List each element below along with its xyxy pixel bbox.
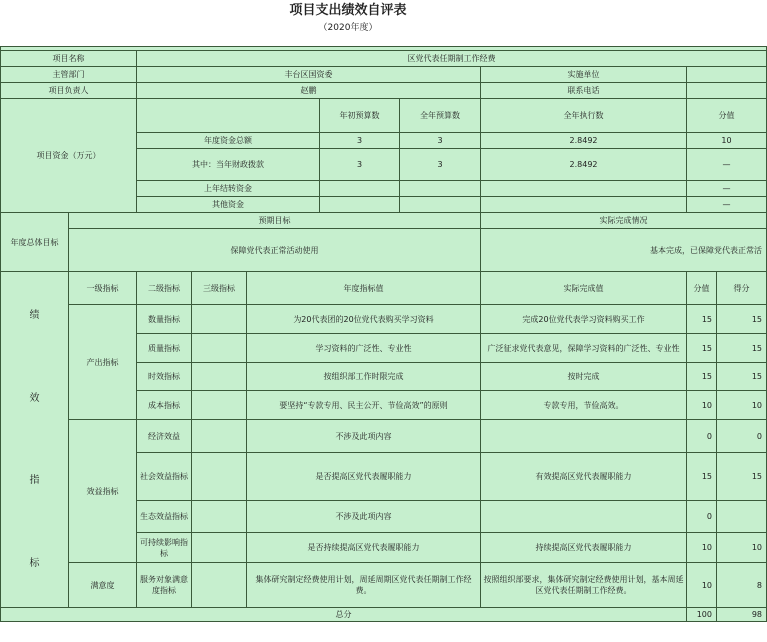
- level2: 成本指标: [137, 391, 192, 420]
- report-title: 项目支出绩效自评表: [289, 3, 407, 18]
- target: 是否持续提高区党代表履职能力: [247, 533, 481, 563]
- goal-actual-header: 实际完成情况: [481, 213, 767, 229]
- goal-header-row: [1, 213, 767, 229]
- level2: 时效指标: [137, 363, 192, 391]
- level2: 质量指标: [137, 334, 192, 363]
- target: 是否提高区党代表履职能力: [247, 453, 481, 501]
- score: 15: [687, 334, 717, 363]
- goal-expected: 保障党代表正常活动使用: [69, 229, 481, 272]
- score: 15: [687, 363, 717, 391]
- target: 集体研究制定经费使用计划，周延周期区党代表任期制工作经费。: [247, 563, 481, 608]
- total-score: 100: [687, 608, 717, 622]
- total-label: 总分: [1, 608, 687, 622]
- actual: [481, 501, 687, 533]
- got: 8: [717, 563, 767, 608]
- h-got: 得分: [717, 272, 767, 305]
- funds-header-row: [1, 99, 767, 133]
- dept-row: [1, 67, 767, 83]
- goal-actual: 基本完成，已保障党代表正常活: [481, 229, 767, 272]
- owner-label: 项目负责人: [1, 83, 137, 99]
- target: 要坚持“专款专用、民主公开、节俭高效”的原则: [247, 391, 481, 420]
- got: 15: [717, 363, 767, 391]
- funds-score: 10: [687, 133, 767, 149]
- funds-budget: 3: [320, 149, 400, 181]
- actual: 专款专用，节俭高效。: [481, 391, 687, 420]
- performance-table: [0, 46, 767, 622]
- target: 不涉及此项内容: [247, 420, 481, 453]
- goal-row: [1, 229, 767, 272]
- funds-exec: 2.8492: [481, 133, 687, 149]
- score: 0: [687, 501, 717, 533]
- funds-full-header: 全年预算数: [400, 99, 481, 133]
- got: 15: [717, 334, 767, 363]
- actual: 广泛征求党代表意见，保障学习资料的广泛性、专业性: [481, 334, 687, 363]
- owner-row: [1, 83, 767, 99]
- level2: 生态效益指标: [137, 501, 192, 533]
- funds-label: 项目资金（万元）: [1, 99, 137, 213]
- project-name-row: [1, 51, 767, 67]
- funds-row-label: 其他资金: [137, 197, 320, 213]
- funds-row-label: 年度资金总额: [137, 133, 320, 149]
- impl-label: 实施单位: [481, 67, 687, 83]
- funds-exec: 2.8492: [481, 149, 687, 181]
- actual: 按时完成: [481, 363, 687, 391]
- h-level3: 三级指标: [192, 272, 247, 305]
- h-target: 年度指标值: [247, 272, 481, 305]
- total-row: [1, 608, 767, 622]
- group-satisfaction: 满意度: [69, 563, 137, 608]
- impl-value: [687, 67, 767, 83]
- funds-exec: [481, 197, 687, 213]
- funds-budget: [320, 181, 400, 197]
- actual: 完成20位党代表学习资料购买工作: [481, 305, 687, 334]
- got: [717, 501, 767, 533]
- report-header: [0, 0, 696, 34]
- actual: 有效提高区党代表履职能力: [481, 453, 687, 501]
- total-got: 98: [717, 608, 767, 622]
- phone-value: [687, 83, 767, 99]
- level2: 服务对象满意度指标: [137, 563, 192, 608]
- funds-row-label: 上年结转资金: [137, 181, 320, 197]
- indicator-side-label: 绩 效 指 标: [1, 272, 69, 608]
- funds-full: [400, 181, 481, 197]
- indicator-row: [1, 305, 767, 334]
- project-name-value: 区党代表任期制工作经费: [137, 51, 767, 67]
- got: 10: [717, 391, 767, 420]
- level2: 社会效益指标: [137, 453, 192, 501]
- dept-label: 主管部门: [1, 67, 137, 83]
- score: 0: [687, 420, 717, 453]
- group-output: 产出指标: [69, 305, 137, 420]
- indicator-header-row: [1, 272, 767, 305]
- level2: 经济效益: [137, 420, 192, 453]
- funds-score: —: [687, 181, 767, 197]
- group-effect: 效益指标: [69, 420, 137, 563]
- target: 按组织部工作时限完成: [247, 363, 481, 391]
- goal-expected-header: 预期目标: [69, 213, 481, 229]
- h-level2: 二级指标: [137, 272, 192, 305]
- funds-score-header: 分值: [687, 99, 767, 133]
- level2: 可持续影响指标: [137, 533, 192, 563]
- target: 为20代表团的20位党代表购买学习资料: [247, 305, 481, 334]
- funds-exec-header: 全年执行数: [481, 99, 687, 133]
- funds-row-label: 其中：当年财政拨款: [137, 149, 320, 181]
- indicator-row: [1, 563, 767, 608]
- level2: 数量指标: [137, 305, 192, 334]
- score: 15: [687, 453, 717, 501]
- funds-score: —: [687, 149, 767, 181]
- goal-label: 年度总体目标: [1, 213, 69, 272]
- funds-full: [400, 197, 481, 213]
- got: 15: [717, 453, 767, 501]
- funds-full: 3: [400, 149, 481, 181]
- got: 15: [717, 305, 767, 334]
- score: 10: [687, 563, 717, 608]
- score: 10: [687, 391, 717, 420]
- phone-label: 联系电话: [481, 83, 687, 99]
- h-level1: 一级指标: [69, 272, 137, 305]
- target: 学习资料的广泛性、专业性: [247, 334, 481, 363]
- funds-budget-header: 年初预算数: [320, 99, 400, 133]
- indicator-row: [1, 420, 767, 453]
- got: 10: [717, 533, 767, 563]
- project-name-label: 项目名称: [1, 51, 137, 67]
- funds-budget: [320, 197, 400, 213]
- funds-full: 3: [400, 133, 481, 149]
- funds-budget: 3: [320, 133, 400, 149]
- dept-value: 丰台区国资委: [137, 67, 481, 83]
- h-actual: 实际完成值: [481, 272, 687, 305]
- got: 0: [717, 420, 767, 453]
- actual: 按照组织部要求，集体研究制定经费使用计划，基本周延区党代表任期制工作经费。: [481, 563, 687, 608]
- actual: 持续提高区党代表履职能力: [481, 533, 687, 563]
- report-year: （2020年度）: [318, 23, 378, 33]
- owner-value: 赵鹏: [137, 83, 481, 99]
- score: 10: [687, 533, 717, 563]
- target: 不涉及此项内容: [247, 501, 481, 533]
- score: 15: [687, 305, 717, 334]
- h-score: 分值: [687, 272, 717, 305]
- funds-score: —: [687, 197, 767, 213]
- actual: [481, 420, 687, 453]
- funds-exec: [481, 181, 687, 197]
